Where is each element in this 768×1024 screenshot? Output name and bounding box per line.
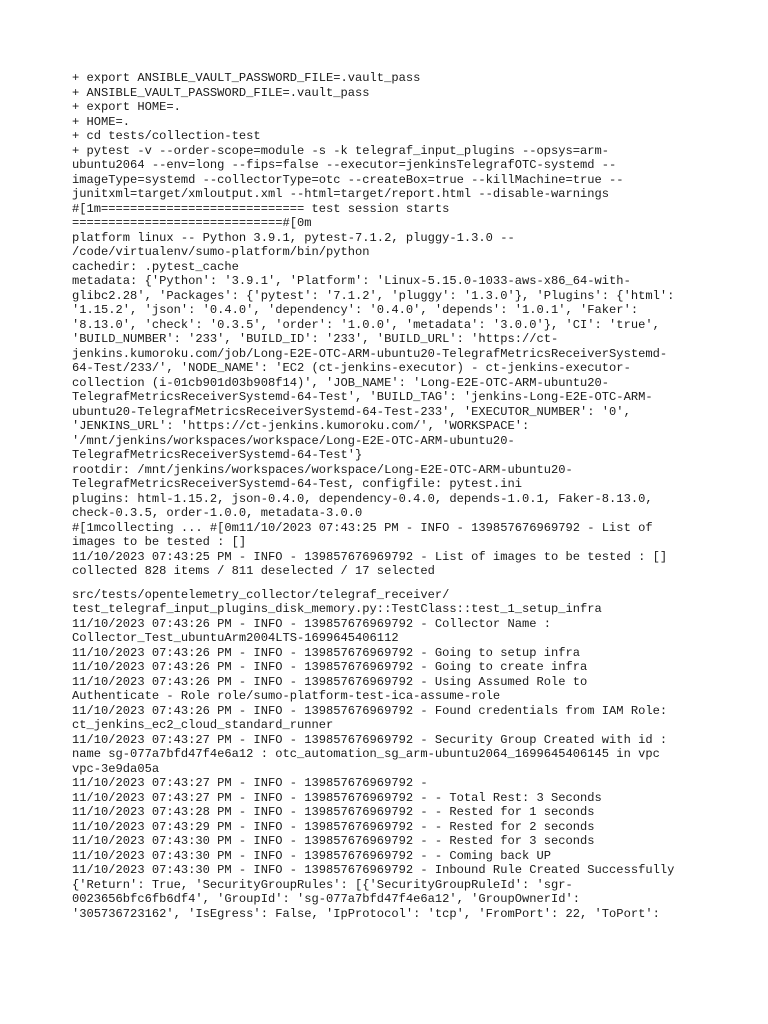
log-line: plugins: html-1.15.2, json-0.4.0, dependency-0.4.0, depends-1.0.1, Faker-8.13.0,	[72, 491, 653, 506]
log-line: ubuntu20-TelegrafMetricsReceiverSystemd-64-Test-233', 'EXECUTOR_NUMBER': '0',	[72, 404, 631, 419]
blank-separator	[72, 579, 712, 588]
log-line: {'Return': True, 'SecurityGroupRules': [{'SecurityGroupRuleId': 'sgr-	[72, 877, 573, 892]
log-line: 0023656bfc6fb6df4', 'GroupId': 'sg-077a7bfd47f4e6a12', 'GroupOwnerId':	[72, 892, 581, 906]
log-line: 11/10/2023 07:43:30 PM - INFO - 139857676969792 - - Rested for 3 seconds	[72, 834, 595, 848]
log-line: jenkins.kumoroku.com/job/Long-E2E-OTC-ARM-ubuntu20-TelegrafMetricsReceiverSystemd-	[72, 346, 668, 361]
log-line: TelegrafMetricsReceiverSystemd-64-Test'}	[72, 448, 363, 462]
log-line: images to be tested : []	[72, 535, 247, 549]
log-line: + HOME=.	[72, 114, 131, 129]
log-line: + pytest -v --order-scope=module -s -k telegraf_input_plugins --opsys=arm-	[72, 143, 610, 158]
log-line: '305736723162', 'IsEgress': False, 'IpProtocol': 'tcp', 'FromPort': 22, 'ToPort':	[72, 906, 660, 921]
log-line: #[1mcollecting ... #[0m11/10/2023 07:43:25 PM - INFO - 139857676969792 - List of	[72, 520, 653, 535]
log-line: 64-Test/233/', 'NODE_NAME': 'EC2 (ct-jenkins-executor) - ct-jenkins-executor-	[72, 361, 631, 375]
log-line: + export ANSIBLE_VAULT_PASSWORD_FILE=.vault_pass	[72, 71, 421, 85]
log-line: glibc2.28', 'Packages': {'pytest': '7.1.2', 'pluggy': '1.3.0'}, 'Plugins': {'html':	[72, 288, 675, 303]
log-line: metadata: {'Python': '3.9.1', 'Platform': 'Linux-5.15.0-1033-aws-x86_64-with-	[72, 274, 631, 288]
log-line: + cd tests/collection-test	[72, 129, 261, 143]
log-line: rootdir: /mnt/jenkins/workspaces/workspace/Long-E2E-OTC-ARM-ubuntu20-	[72, 462, 573, 477]
log-line: Authenticate - Role role/sumo-platform-test-ica-assume-role	[72, 689, 501, 703]
log-line: 'JENKINS_URL': 'https://ct-jenkins.kumoroku.com/', 'WORKSPACE':	[72, 419, 530, 433]
log-line: 11/10/2023 07:43:26 PM - INFO - 139857676969792 - Using Assumed Role to	[72, 674, 588, 689]
log-line: test_telegraf_input_plugins_disk_memory.py::TestClass::test_1_setup_infra	[72, 602, 602, 616]
log-line: TelegrafMetricsReceiverSystemd-64-Test, configfile: pytest.ini	[72, 477, 522, 491]
console-log-page	[72, 71, 712, 921]
log-line: 11/10/2023 07:43:28 PM - INFO - 139857676969792 - - Rested for 1 seconds	[72, 805, 595, 819]
log-line: check-0.3.5, order-1.0.0, metadata-3.0.0	[72, 506, 363, 520]
log-line: 11/10/2023 07:43:27 PM - INFO - 139857676969792 -	[72, 776, 428, 790]
log-block-session-header	[72, 71, 712, 579]
log-line: cachedir: .pytest_cache	[72, 259, 239, 274]
log-line: + export HOME=.	[72, 100, 181, 114]
log-line: =============================#[0m	[72, 216, 312, 230]
log-line: src/tests/opentelemetry_collector/telegraf_receiver/	[72, 587, 450, 602]
log-block-test-setup	[72, 588, 712, 922]
log-line: '8.13.0', 'check': '0.3.5', 'order': '1.0.0', 'metadata': '3.0.0'}, 'CI': 'true',	[72, 317, 660, 332]
log-line: junitxml=target/xmloutput.xml --html=target/report.html --disable-warnings	[72, 187, 610, 201]
log-line: '1.15.2', 'json': '0.4.0', 'dependency': '0.4.0', 'depends': '1.0.1', 'Faker':	[72, 303, 639, 317]
log-line: ct_jenkins_ec2_cloud_standard_runner	[72, 718, 334, 732]
log-line: vpc-3e9da05a	[72, 761, 160, 776]
log-line: 11/10/2023 07:43:26 PM - INFO - 139857676969792 - Going to setup infra	[72, 645, 581, 660]
log-line: 'BUILD_NUMBER': '233', 'BUILD_ID': '233', 'BUILD_URL': 'https://ct-	[72, 332, 559, 346]
log-line: 11/10/2023 07:43:27 PM - INFO - 139857676969792 - - Total Rest: 3 Seconds	[72, 790, 602, 805]
log-line: 11/10/2023 07:43:29 PM - INFO - 139857676969792 - - Rested for 2 seconds	[72, 819, 595, 834]
log-line: + ANSIBLE_VAULT_PASSWORD_FILE=.vault_pass	[72, 85, 370, 100]
log-line: /code/virtualenv/sumo-platform/bin/python	[72, 245, 370, 259]
log-line: 11/10/2023 07:43:30 PM - INFO - 139857676969792 - - Coming back UP	[72, 848, 551, 863]
log-line: Collector_Test_ubuntuArm2004LTS-1699645406112	[72, 631, 399, 645]
log-line: platform linux -- Python 3.9.1, pytest-7.1.2, pluggy-1.3.0 --	[72, 230, 515, 245]
log-line: collected 828 items / 811 deselected / 17 selected	[72, 564, 435, 578]
log-line: 11/10/2023 07:43:25 PM - INFO - 139857676969792 - List of images to be tested : []	[72, 549, 668, 564]
log-line: name sg-077a7bfd47f4e6a12 : otc_automation_sg_arm-ubuntu2064_1699645406145 in vpc	[72, 747, 660, 761]
log-line: imageType=systemd --collectorType=otc --createBox=true --killMachine=true --	[72, 172, 624, 187]
log-line: ubuntu2064 --env=long --fips=false --executor=jenkinsTelegrafOTC-systemd --	[72, 158, 617, 172]
log-line: '/mnt/jenkins/workspaces/workspace/Long-E2E-OTC-ARM-ubuntu20-	[72, 433, 515, 448]
log-line: collection (i-01cb901d03b908f14)', 'JOB_NAME': 'Long-E2E-OTC-ARM-ubuntu20-	[72, 375, 610, 390]
log-line: TelegrafMetricsReceiverSystemd-64-Test', 'BUILD_TAG': 'jenkins-Long-E2E-OTC-ARM-	[72, 390, 653, 404]
log-line: 11/10/2023 07:43:26 PM - INFO - 139857676969792 - Collector Name :	[72, 616, 551, 631]
log-line: 11/10/2023 07:43:26 PM - INFO - 139857676969792 - Found credentials from IAM Role:	[72, 703, 668, 718]
log-line: 11/10/2023 07:43:26 PM - INFO - 139857676969792 - Going to create infra	[72, 660, 588, 674]
log-line: 11/10/2023 07:43:30 PM - INFO - 139857676969792 - Inbound Rule Created Successfully	[72, 863, 675, 877]
log-line: 11/10/2023 07:43:27 PM - INFO - 139857676969792 - Security Group Created with id :	[72, 732, 668, 747]
log-line: #[1m============================ test session starts	[72, 201, 450, 216]
